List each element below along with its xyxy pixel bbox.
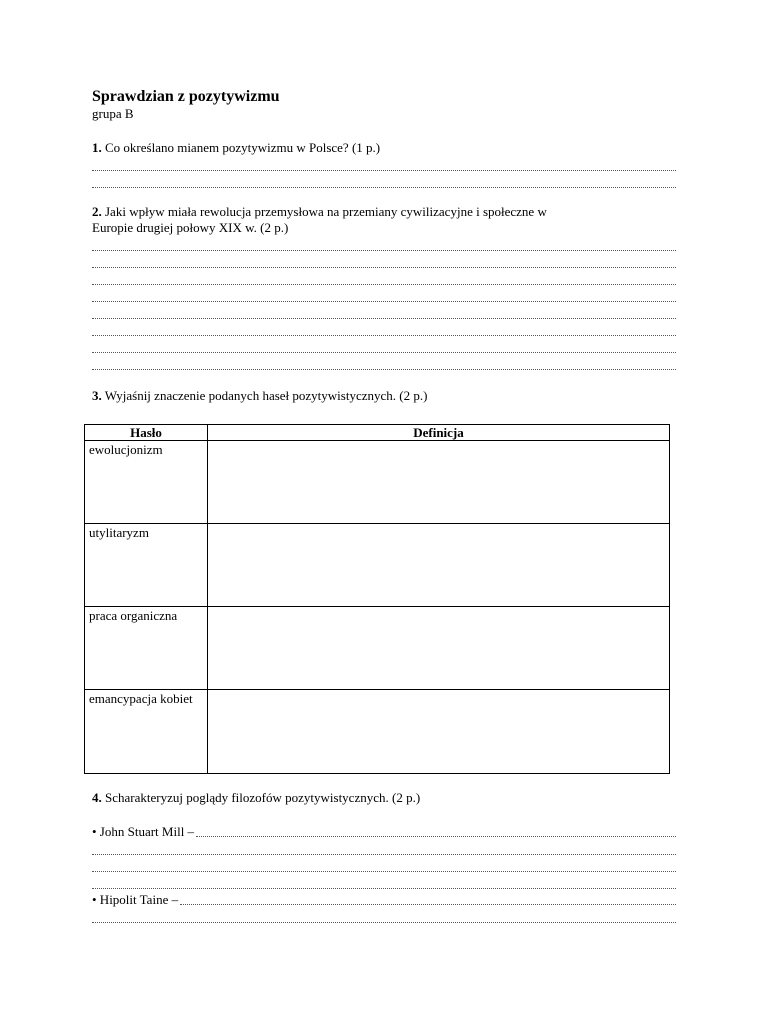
table-row xyxy=(85,524,670,607)
answer-line[interactable] xyxy=(92,173,676,190)
question-1-number: 1. xyxy=(92,140,102,155)
answer-line[interactable] xyxy=(196,836,676,837)
answer-line[interactable] xyxy=(92,287,676,304)
question-2-text: Jaki wpływ miała rewolucja przemysłowa na przemiany cywilizacyjne i społeczne w xyxy=(101,204,547,219)
question-3-text: Wyjaśnij znaczenie podanych haseł pozytywistycznych. (2 p.) xyxy=(101,388,428,403)
question-2 xyxy=(92,204,676,220)
term-cell: utylitaryzm xyxy=(85,524,208,607)
table-header-row xyxy=(85,425,670,441)
page-title: Sprawdzian z pozytywizmu xyxy=(92,88,280,105)
question-4 xyxy=(92,790,676,806)
table-row xyxy=(85,607,670,690)
header-term: Hasło xyxy=(85,425,208,441)
answer-line[interactable] xyxy=(92,236,676,253)
question-3 xyxy=(92,388,676,404)
bullet-mill[interactable] xyxy=(92,823,676,840)
question-4-text: Scharakteryzuj poglądy filozofów pozytywistycznych. (2 p.) xyxy=(101,790,421,805)
worksheet-page xyxy=(92,88,676,404)
answer-line[interactable] xyxy=(92,270,676,287)
answer-line[interactable] xyxy=(92,874,676,891)
term-cell: praca organiczna xyxy=(85,607,208,690)
bullet-mill-label: • John Stuart Mill – xyxy=(92,824,195,839)
table-row xyxy=(85,441,670,524)
answer-line[interactable] xyxy=(92,321,676,338)
term-cell: ewolucjonizm xyxy=(85,441,208,524)
answer-line[interactable] xyxy=(92,304,676,321)
bullet-taine-label: • Hipolit Taine – xyxy=(92,892,179,907)
answer-line[interactable] xyxy=(180,904,676,905)
answer-line[interactable] xyxy=(92,253,676,270)
question-3-number: 3. xyxy=(92,388,102,403)
definition-cell[interactable] xyxy=(208,441,670,524)
table-row xyxy=(85,690,670,774)
definition-cell[interactable] xyxy=(208,607,670,690)
definition-cell[interactable] xyxy=(208,524,670,607)
definition-cell[interactable] xyxy=(208,690,670,774)
answer-line[interactable] xyxy=(92,840,676,857)
answer-line[interactable] xyxy=(92,338,676,355)
header-definition: Definicja xyxy=(208,425,670,441)
term-cell: emancypacja kobiet xyxy=(85,690,208,774)
definitions-table xyxy=(84,424,670,774)
question-1 xyxy=(92,140,676,156)
group-label: grupa B xyxy=(92,106,134,121)
question-2-text-cont: Europie drugiej połowy XIX w. (2 p.) xyxy=(92,220,289,235)
question-4-section xyxy=(92,790,676,925)
question-2-number: 2. xyxy=(92,204,102,219)
answer-line[interactable] xyxy=(92,908,676,925)
bullet-taine[interactable] xyxy=(92,891,676,908)
answer-line[interactable] xyxy=(92,156,676,173)
question-4-number: 4. xyxy=(92,790,102,805)
answer-line[interactable] xyxy=(92,355,676,372)
question-1-text: Co określano mianem pozytywizmu w Polsce? (1 p.) xyxy=(101,140,381,155)
answer-line[interactable] xyxy=(92,857,676,874)
